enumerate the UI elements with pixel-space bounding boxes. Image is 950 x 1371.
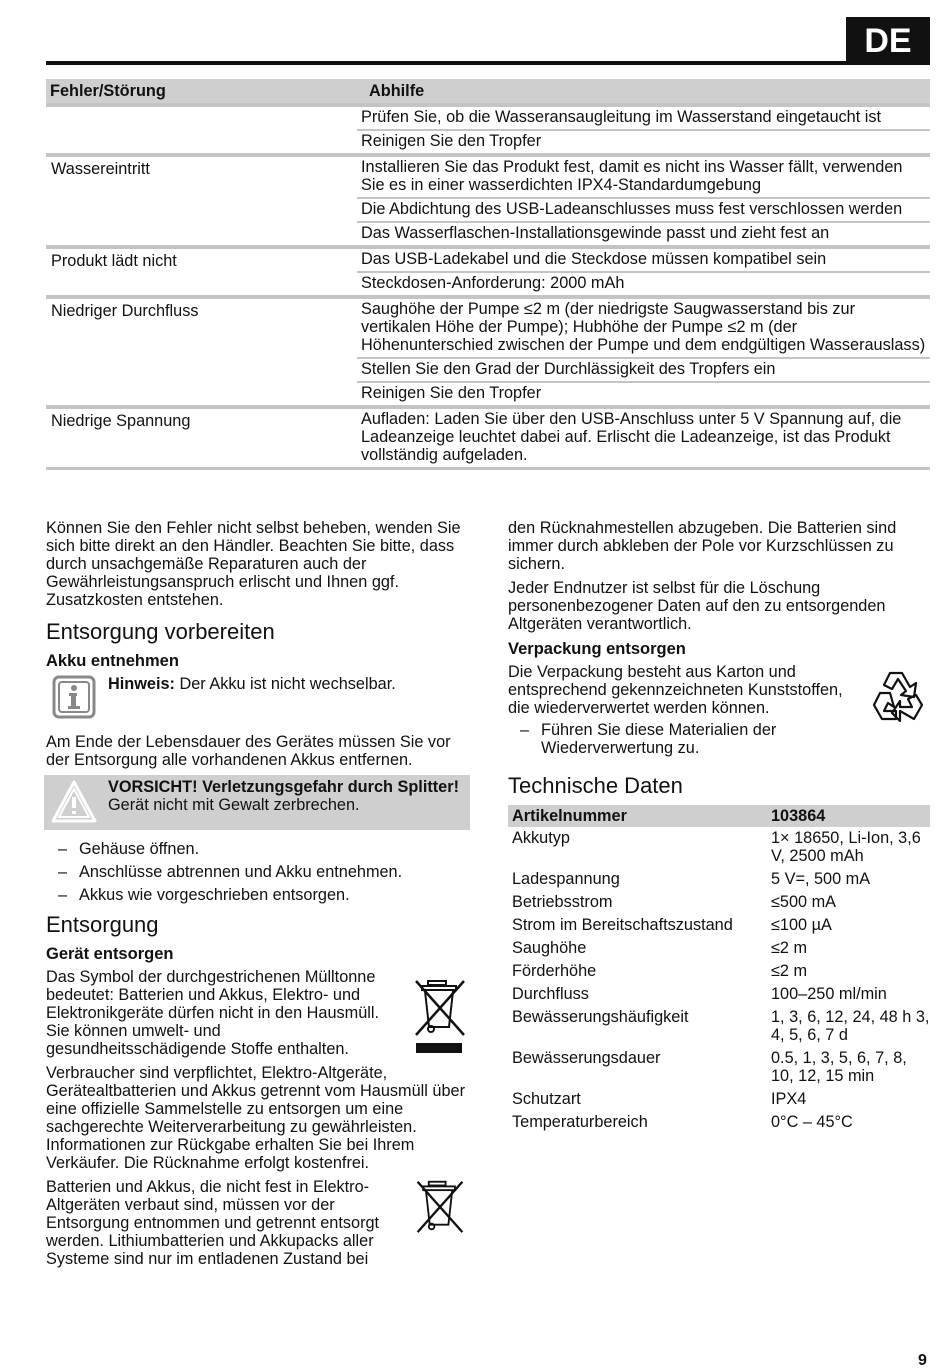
- page-number: 9: [918, 1352, 927, 1369]
- spec-value: 100–250 ml/min: [771, 985, 887, 1003]
- table-row: [508, 1006, 930, 1047]
- fault-group: [46, 245, 930, 295]
- fault-remedy: Installieren Sie das Produkt fest, damit es nicht ins Wasser fällt, verwenden Sie es in einer wasserdichten IPX4-Standardumgebung: [361, 158, 903, 194]
- warning-label: VORSICHT! Verletzungsgefahr durch Splitter!: [108, 778, 459, 796]
- spec-value: ≤2 m: [771, 939, 808, 957]
- fault-remedy: Aufladen: Laden Sie über den USB-Anschluss unter 5 V Spannung auf, die Ladeanzeige leuchtet dabei auf. Erlischt die Ladeanzeige, ist das Produkt vollständig aufgeladen.: [361, 410, 902, 464]
- battery-steps-list: [46, 840, 470, 904]
- fault-remedy: Prüfen Sie, ob die Wasseransaugleitung im Wasserstand eingetaucht ist: [361, 108, 882, 126]
- table-row: [508, 914, 930, 937]
- warning-triangle-icon: [50, 778, 98, 826]
- spec-label: Schutzart: [512, 1090, 581, 1108]
- fault-cause: Niedrige Spannung: [51, 412, 191, 430]
- fault-cause: Wassereintritt: [51, 160, 150, 178]
- table-row: [508, 960, 930, 983]
- spec-value: 0.5, 1, 3, 5, 6, 7, 8, 10, 12, 15 min: [771, 1049, 907, 1085]
- spec-label: Förderhöhe: [512, 962, 597, 980]
- fault-remedy: Reinigen Sie den Tropfer: [357, 381, 930, 405]
- remedy-col-header: Abhilfe: [369, 82, 425, 100]
- header-rule: [46, 61, 930, 65]
- article-number-value: 103864: [771, 807, 826, 825]
- table-row: [508, 1111, 930, 1134]
- spec-label: Bewässerungshäufigkeit: [512, 1008, 689, 1026]
- note-label: Hinweis:: [108, 675, 175, 693]
- packaging-text: Die Verpackung besteht aus Karton und entsprechend gekennzeichneten Kunststoffen, die wiederverwertet werden können.: [508, 663, 843, 717]
- spec-label: Betriebsstrom: [512, 893, 613, 911]
- fault-remedy: Das Wasserflaschen-Installationsgewinde passt und zieht fest an: [357, 221, 930, 245]
- battery-removal-text: Am Ende der Lebensdauer des Gerätes müssen Sie vor der Entsorgung alle vorhandenen Akkus entfernen.: [46, 733, 451, 769]
- heading-tech-data: Technische Daten: [508, 773, 683, 798]
- language-badge: DE: [846, 17, 930, 63]
- fault-table-end-rule: [46, 467, 930, 470]
- table-row: [508, 1088, 930, 1111]
- warning-box: [44, 775, 470, 830]
- fault-remedy: Steckdosen-Anforderung: 2000 mAh: [357, 271, 930, 295]
- fault-remedy: Reinigen Sie den Tropfer: [357, 129, 930, 153]
- table-row: [508, 891, 930, 914]
- data-deletion-text: Jeder Endnutzer ist selbst für die Löschung personenbezogener Daten auf den zu entsorgenden Altgeräten verantwortlich.: [508, 579, 886, 633]
- spec-label: Strom im Bereitschaftszustand: [512, 916, 733, 934]
- fault-group: [46, 153, 930, 245]
- list-item: – Führen Sie diese Materialien der Wiederverwertung zu.: [508, 721, 856, 757]
- battery-return-text: den Rücknahmestellen abzugeben. Die Batterien sind immer durch abkleben der Pole vor Kurzschlüssen zu sichern.: [508, 519, 897, 573]
- spec-value: 1, 3, 6, 12, 24, 48 h 3, 4, 5, 6, 7 d: [771, 1008, 930, 1044]
- weee-symbol-text: Das Symbol der durchgestrichenen Mülltonne bedeutet: Batterien und Akkus, Elektro- und Elektronikgeräte dürfen nicht in den Hausmüll. Sie können umwelt- und gesundheitsschädigende Stoffe enthalten.: [46, 968, 380, 1058]
- table-row: [508, 937, 930, 960]
- consumer-obligation-text: Verbraucher sind verpflichtet, Elektro-Altgeräte, Gerätealtbatterien und Akkus getrennt vom Hausmüll über eine offizielle Sammelstelle zu entsorgen um eine sachgerechte Weiterverarbeitung zu gewährleisten. Informationen zur Rückgabe erhalten Sie bei Ihrem Verkäufer. Die Rücknahme erfolgt kostenfrei.: [46, 1064, 466, 1172]
- spec-label: Bewässerungsdauer: [512, 1049, 661, 1067]
- list-item: – Akkus wie vorgeschrieben entsorgen.: [46, 886, 470, 904]
- left-column: [46, 519, 470, 1274]
- spec-value: ≤2 m: [771, 962, 808, 980]
- spec-value: ≤100 µA: [771, 916, 832, 934]
- table-row: [508, 983, 930, 1006]
- recycling-icon: [866, 663, 930, 727]
- tech-data-table: [508, 805, 930, 1134]
- fault-table-header: [46, 79, 930, 103]
- spec-value: 0°C – 45°C: [771, 1113, 853, 1131]
- spec-label: Temperaturbereich: [512, 1113, 648, 1131]
- table-row: [508, 827, 930, 868]
- fault-table: [46, 79, 930, 470]
- warning-text: Gerät nicht mit Gewalt zerbrechen.: [108, 796, 360, 814]
- packaging-steps-list: [508, 721, 856, 757]
- fault-remedy: Das USB-Ladekabel und die Steckdose müssen kompatibel sein: [361, 250, 827, 268]
- list-item: – Gehäuse öffnen.: [46, 840, 470, 858]
- table-row: [508, 1047, 930, 1088]
- fault-remedy: Saughöhe der Pumpe ≤2 m (der niedrigste Saugwasserstand bis zur vertikalen Höhe der Pumpe); Hubhöhe der Pumpe ≤2 m (der Höhenunterschied zwischen der Pumpe und dem endgültigen Wasserauslass): [361, 300, 926, 354]
- fault-cause: Niedriger Durchfluss: [51, 302, 199, 320]
- heading-disposal: Entsorgung: [46, 912, 159, 937]
- fault-group: [46, 103, 930, 153]
- table-row: [508, 868, 930, 891]
- heading-packaging: Verpackung entsorgen: [508, 640, 686, 658]
- crossed-out-bin-icon: [410, 1178, 470, 1234]
- spec-value: 5 V=, 500 mA: [771, 870, 871, 888]
- list-item: – Anschlüsse abtrennen und Akku entnehmen.: [46, 863, 470, 881]
- article-number-label: Artikelnummer: [512, 807, 627, 825]
- fault-remedy: Die Abdichtung des USB-Ladeanschlusses muss fest verschlossen werden: [357, 197, 930, 221]
- right-column: [508, 519, 930, 1134]
- spec-label: Ladespannung: [512, 870, 620, 888]
- intro-paragraph: Können Sie den Fehler nicht selbst beheben, wenden Sie sich bitte direkt an den Händler. Beachten Sie bitte, dass durch unsachgemäße Reparaturen auch der Gewährleistungsanspruch erlischt und Ihnen ggf. Zusatzkosten entstehen.: [46, 519, 461, 609]
- fault-remedy: Stellen Sie den Grad der Durchlässigkeit des Tropfers ein: [357, 357, 930, 381]
- spec-label: Saughöhe: [512, 939, 587, 957]
- fault-group: [46, 405, 930, 467]
- battery-disposal-text: Batterien und Akkus, die nicht fest in Elektro-Altgeräten verbaut sind, müssen vor der Entsorgung entnommen und getrennt entsorgt werden. Lithiumbatterien und Akkupacks aller Systeme sind nur im entladenen Zustand bei: [46, 1178, 380, 1268]
- spec-value: ≤500 mA: [771, 893, 837, 911]
- info-icon: [52, 675, 96, 719]
- spec-label: Durchfluss: [512, 985, 589, 1003]
- heading-device-disposal: Gerät entsorgen: [46, 945, 174, 963]
- fault-cause: Produkt lädt nicht: [51, 252, 177, 270]
- fault-cause: [46, 107, 357, 153]
- tech-table-header: [508, 805, 930, 827]
- spec-value: IPX4: [771, 1090, 807, 1108]
- heading-remove-battery: Akku entnehmen: [46, 652, 179, 670]
- fault-group: [46, 295, 930, 405]
- heading-prepare-disposal: Entsorgung vorbereiten: [46, 619, 275, 644]
- fault-col-header: Fehler/Störung: [50, 82, 166, 100]
- note-text: Der Akku ist nicht wechselbar.: [174, 675, 396, 693]
- spec-value: 1× 18650, Li-Ion, 3,6 V, 2500 mAh: [771, 829, 921, 865]
- spec-label: Akkutyp: [512, 829, 570, 847]
- crossed-out-bin-icon: [410, 968, 470, 1064]
- note-box: [46, 675, 470, 719]
